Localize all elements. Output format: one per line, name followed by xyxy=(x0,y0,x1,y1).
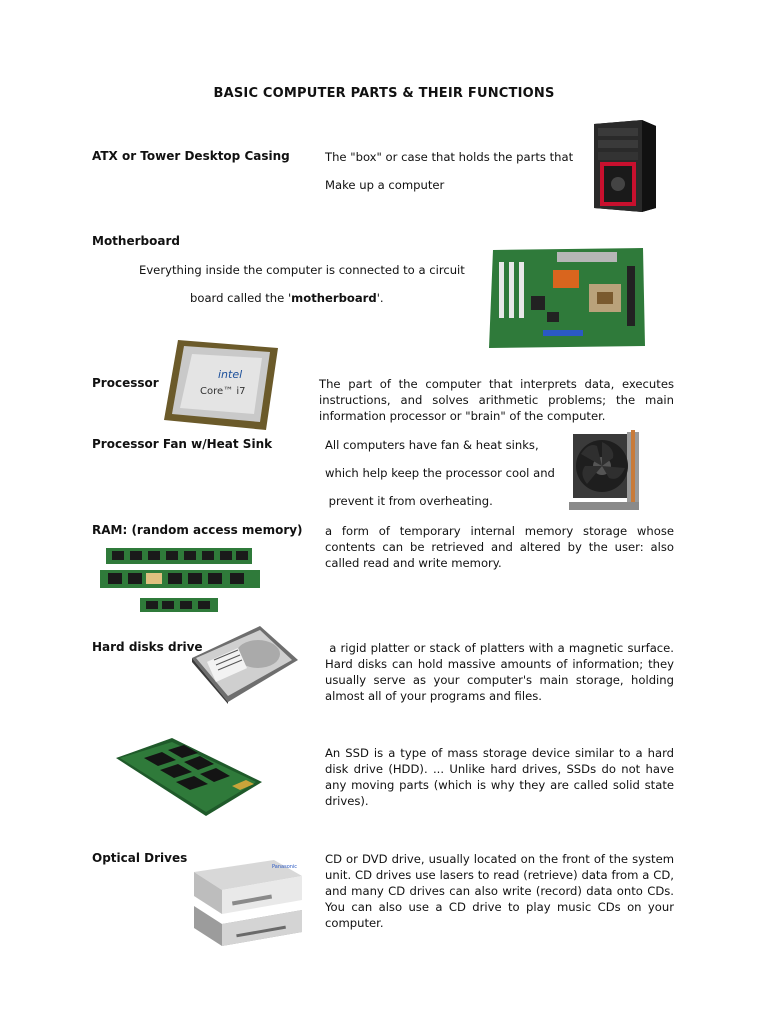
svg-text:intel: intel xyxy=(218,368,243,381)
optical-term: Optical Drives xyxy=(92,851,188,865)
motherboard-icon xyxy=(487,246,647,350)
svg-text:Panasonic: Panasonic xyxy=(272,864,298,870)
casing-desc-line2: Make up a computer xyxy=(325,178,445,192)
fan-term: Processor Fan w/Heat Sink xyxy=(92,437,273,451)
motherboard-desc-line1: Everything inside the computer is connected to a circuit xyxy=(139,263,465,277)
ssd-board-icon xyxy=(114,736,264,818)
svg-text:Core™ i7: Core™ i7 xyxy=(200,386,246,397)
motherboard-term: Motherboard xyxy=(92,234,180,248)
hdd-desc: a rigid platter or stack of platters with a magnetic surface. Hard disks can hold massive amounts of information; they usually serve as your computer's main storage, holding almost all of your programs and files. xyxy=(325,641,678,703)
fan-desc-line3: prevent it from overheating. xyxy=(325,494,493,508)
hard-disk-icon xyxy=(188,624,300,704)
motherboard-desc-line2: board called the 'motherboard'. xyxy=(190,291,384,305)
processor-desc: The part of the computer that interprets data, executes instructions, and solves arithmetic problems; the main information processor or "brain" of the computer. xyxy=(319,377,674,423)
processor-term: Processor xyxy=(92,376,159,390)
ram-desc: a form of temporary internal memory storage whose contents can be retrieved and altered by the user: also called read and write memory. xyxy=(325,524,674,570)
fan-desc-line1: All computers have fan & heat sinks, xyxy=(325,438,539,452)
optical-desc: CD or DVD drive, usually located on the front of the system unit. CD drives use lasers to read (retrieve) data from a CD, and many CD drives can also write (record) data onto CDs. You can also use a CD drive to play music CDs on your computer. xyxy=(325,852,674,930)
cpu-fan-icon xyxy=(565,428,643,514)
ram-term: RAM: (random access memory) xyxy=(92,523,303,537)
cpu-chip-icon xyxy=(162,336,280,432)
casing-term: ATX or Tower Desktop Casing xyxy=(92,149,290,163)
hdd-term: Hard disks drive xyxy=(92,640,203,654)
ram-modules-icon xyxy=(96,544,264,616)
page-title: BASIC COMPUTER PARTS & THEIR FUNCTIONS xyxy=(213,86,555,101)
tower-case-icon xyxy=(590,118,658,212)
ssd-desc: An SSD is a type of mass storage device similar to a hard disk drive (HDD). ... Unlike hard drives, SSDs do not have any moving parts (which is why they are called solid state drives). xyxy=(325,746,674,808)
optical-drive-icon xyxy=(192,858,304,948)
fan-desc-line2: which help keep the processor cool and xyxy=(325,466,555,480)
casing-desc-line1: The "box" or case that holds the parts that xyxy=(325,150,574,164)
